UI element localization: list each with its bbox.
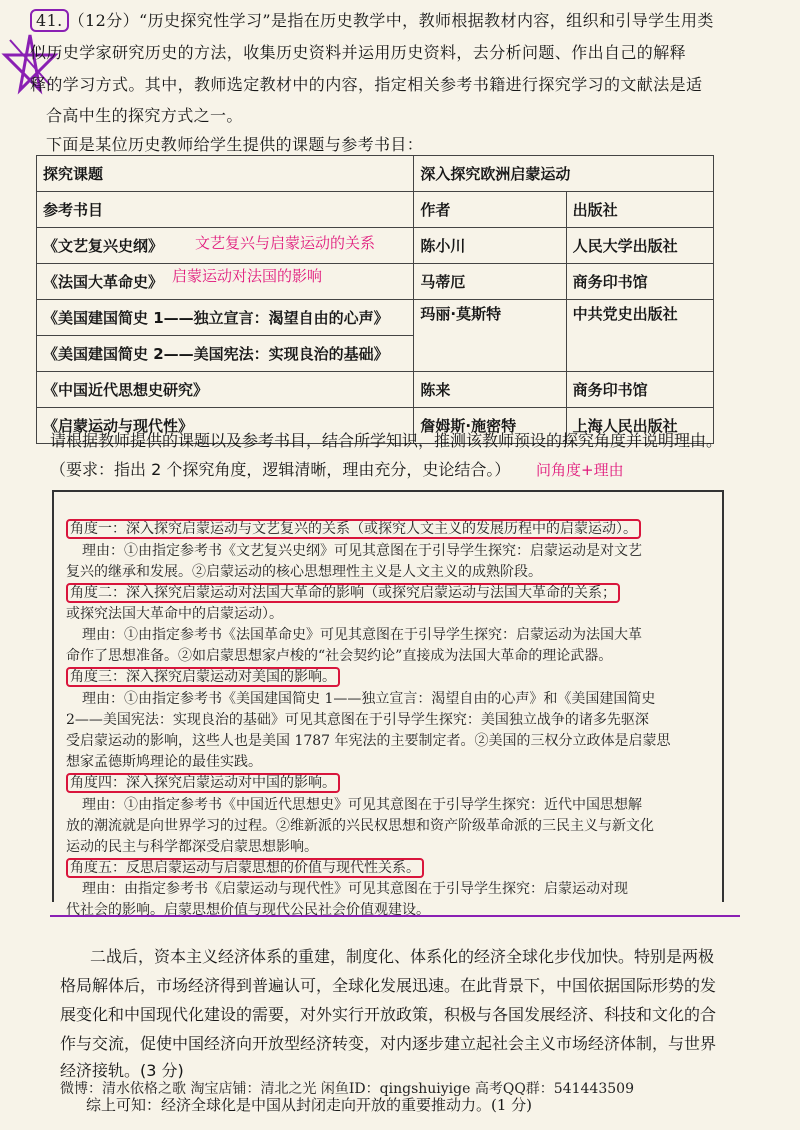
angle-4: 角度四：深入探究启蒙运动对中国的影响。 — [66, 772, 340, 792]
question-line-1: 41. （12分）“历史探究性学习”是指在历史教学中，教师根据教材内容，组织和引导学生用类 — [30, 8, 714, 31]
angle-3: 角度三：深入探究启蒙运动对美国的影响。 — [66, 666, 340, 686]
book-author: 詹姆斯·施密特 — [414, 408, 566, 444]
lower-line-3: 展变化和中国现代化建设的需要，对外实行开放政策，积极与各国发展经济、科技和文化的合 — [60, 1005, 717, 1024]
handwritten-note-2: 启蒙运动对法国的影响 — [172, 267, 323, 285]
question-line-4: 合高中生的探究方式之一。 — [46, 106, 243, 125]
table-row — [37, 192, 714, 228]
instruction-line-1: 请根据教师提供的课题以及参考书目，结合所学知识，推测该教师预设的探究角度并说明理由。 — [50, 431, 723, 450]
reason-2a: 理由：①由指定参考书《法国革命史》可见其意图在于引导学生探究：启蒙运动为法国大革 — [82, 627, 642, 643]
reason-5b: 代社会的影响。启蒙思想价值与现代公民社会价值观建设。 — [66, 902, 430, 918]
book-publisher: 商务印书馆 — [566, 372, 713, 408]
table-row — [37, 300, 714, 336]
reason-1a: 理由：①由指定参考书《文艺复兴史纲》可见其意图在于引导学生探究：启蒙运动是对文艺 — [82, 543, 642, 559]
book-publisher: 商务印书馆 — [566, 264, 713, 300]
footer-watermark: 微博：清水依格之歌 淘宝店铺：清北之光 闲鱼ID：qingshuiyige 高考QQ群：541443509 — [60, 1081, 634, 1097]
question-line-3: 释的学习方式。其中，教师选定教材中的内容，指定相关参考书籍进行探究学习的文献法是适 — [30, 75, 703, 94]
book-author: 陈来 — [414, 372, 566, 408]
topic-label: 探究课题 — [37, 156, 414, 192]
reason-2b: 命作了思想准备。②如启蒙思想家卢梭的“社会契约论”直接成为法国大革命的理论武器。 — [66, 648, 613, 664]
question-intro: 下面是某位历史教师给学生提供的课题与参考书目： — [46, 135, 424, 154]
books-label: 参考书目 — [37, 192, 414, 228]
lower-line-4: 作与交流，促使中国经济向开放型经济转变，对内逐步建立起社会主义市场经济体制，与世界 — [60, 1034, 717, 1053]
table-row — [37, 264, 714, 300]
handwritten-note-3: 问角度+理由 — [536, 461, 624, 479]
book-author: 马蒂厄 — [414, 264, 566, 300]
reason-4c: 运动的民主与科学都深受启蒙思想影响。 — [66, 839, 318, 855]
book-author: 玛丽·莫斯特 — [414, 300, 566, 372]
reference-table — [36, 155, 714, 444]
publisher-label: 出版社 — [566, 192, 713, 228]
book-title: 《中国近代思想史研究》 — [37, 372, 414, 408]
book-publisher: 人民大学出版社 — [566, 228, 713, 264]
angle-2b: 或探究法国大革命中的启蒙运动）。 — [66, 606, 283, 622]
book-publisher: 中共党史出版社 — [566, 300, 713, 372]
reason-3b: 2——美国宪法：实现良治的基础》可见其意图在于引导学生探究：美国独立战争的诸多先驱深 — [66, 712, 649, 728]
reason-4a: 理由：①由指定参考书《中国近代思想史》可见其意图在于引导学生探究：近代中国思想解 — [82, 797, 642, 813]
reason-3a: 理由：①由指定参考书《美国建国简史 1——独立宣言：渴望自由的心声》和《美国建国简史 — [82, 691, 656, 707]
book-author: 陈小川 — [414, 228, 566, 264]
handwritten-note-1: 文艺复兴与启蒙运动的关系 — [195, 234, 376, 252]
angle-5: 角度五：反思启蒙运动与启蒙思想的价值与现代性关系。 — [66, 857, 424, 877]
book-title: 《美国建国简史 2——美国宪法：实现良治的基础》 — [37, 336, 414, 372]
question-line-2: 似历史学家研究历史的方法，收集历史资料并运用历史资料，去分析问题、作出自己的解释 — [30, 43, 687, 62]
reason-1b: 复兴的继承和发展。②启蒙运动的核心思想理性主义是人文主义的成熟阶段。 — [66, 564, 542, 580]
book-title: 《法国大革命史》 — [37, 264, 414, 300]
book-publisher: 上海人民出版社 — [566, 408, 713, 444]
angle-1: 角度一：深入探究启蒙运动与文艺复兴的关系（或探究人文主义的发展历程中的启蒙运动）。 — [66, 518, 641, 538]
book-title: 《美国建国简史 1——独立宣言：渴望自由的心声》 — [37, 300, 414, 336]
angle-2: 角度二：深入探究启蒙运动对法国大革命的影响（或探究启蒙运动与法国大革命的关系； — [66, 582, 620, 602]
question-number: 41. — [30, 9, 69, 32]
lower-line-5: 经济接轨。(3 分) — [60, 1061, 184, 1080]
lower-line-2: 格局解体后，市场经济得到普遍认可，全球化发展迅速。在此背景下，中国依据国际形势的发 — [60, 976, 717, 995]
topic-value: 深入探究欧洲启蒙运动 — [414, 156, 714, 192]
summary-line: 综上可知：经济全球化是中国从封闭走向开放的重要推动力。(1 分) — [86, 1096, 533, 1114]
reason-4b: 放的潮流就是向世界学习的过程。②维新派的兴民权思想和资产阶级革命派的三民主义与新文化 — [66, 818, 654, 834]
table-row — [37, 156, 714, 192]
table-row — [37, 372, 714, 408]
book-title: 《启蒙运动与现代性》 — [37, 408, 414, 444]
instruction-line-2: （要求：指出 2 个探究角度，逻辑清晰，理由充分，史论结合。） — [50, 460, 511, 479]
purple-divider — [50, 915, 740, 917]
reason-3c: 受启蒙运动的影响，这些人也是美国 1787 年宪法的主要制定者。②美国的三权分立政体是启蒙思 — [66, 733, 671, 749]
book-title: 《文艺复兴史纲》 — [37, 228, 414, 264]
reason-3d: 想家孟德斯鸠理论的最佳实践。 — [66, 754, 262, 770]
lower-line-1: 二战后，资本主义经济体系的重建，制度化、体系化的经济全球化步伐加快。特别是两极 — [90, 947, 715, 966]
author-label: 作者 — [414, 192, 566, 228]
reason-5a: 理由：由指定参考书《启蒙运动与现代性》可见其意图在于引导学生探究：启蒙运动对现 — [82, 881, 628, 897]
